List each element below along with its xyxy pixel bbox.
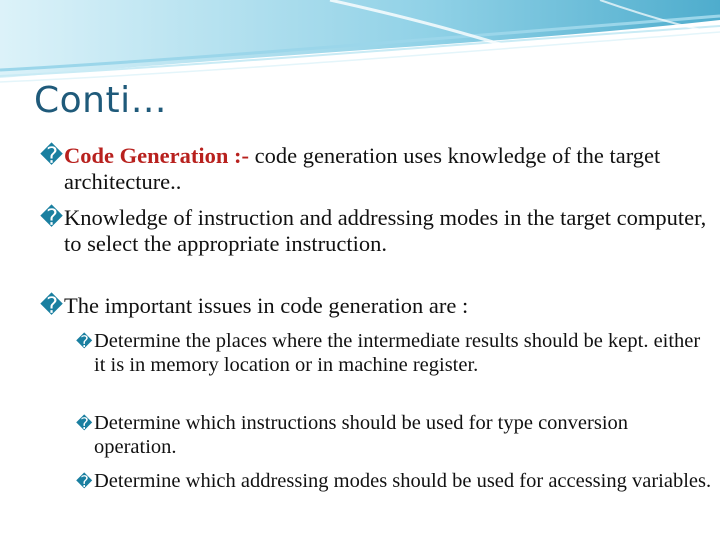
- sub-bullet-addressing: [76, 470, 714, 494]
- sub-bullet-text: Determine which addressing modes should be used for accessing variables.: [94, 470, 712, 492]
- bullet-icon: �: [40, 293, 64, 319]
- sub-bullet-places: [76, 330, 714, 377]
- bullet-icon: �: [40, 143, 64, 169]
- bullet-knowledge: [40, 205, 720, 256]
- sub-bullet-icon: �: [76, 472, 93, 491]
- bullet-text: code generation uses knowledge of the target architecture..: [64, 143, 661, 194]
- bullet-text: The important issues in code generation are :: [64, 293, 469, 318]
- sub-bullet-text: Determine the places where the intermediate results should be kept. either it is in memory location or in machine register.: [94, 330, 701, 376]
- bullet-text: Knowledge of instruction and addressing modes in the target computer, to select the appropriate instruction.: [64, 205, 707, 256]
- bullet-issues: [40, 293, 720, 319]
- bullet-icon: �: [40, 205, 64, 231]
- slide-title: Conti…: [34, 80, 168, 121]
- bullet-term: Code Generation :-: [64, 143, 249, 168]
- sub-bullet-instructions: [76, 412, 714, 459]
- sub-bullet-icon: �: [76, 414, 93, 433]
- sub-bullet-icon: �: [76, 332, 93, 351]
- bullet-code-generation: [40, 143, 720, 194]
- sub-bullet-text: Determine which instructions should be used for type conversion operation.: [94, 412, 629, 458]
